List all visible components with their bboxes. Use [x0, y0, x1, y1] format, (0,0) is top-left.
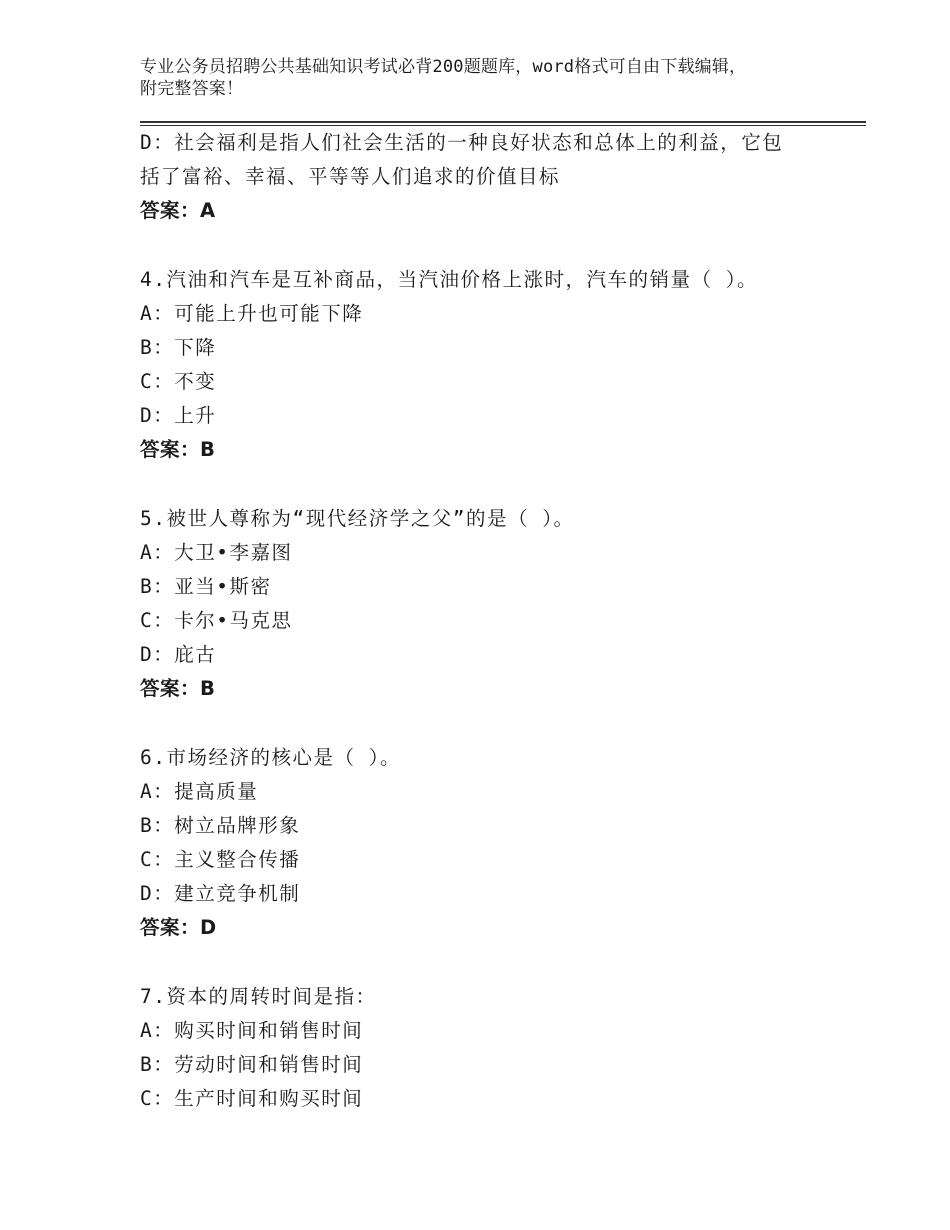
question-6-option-c: C：主义整合传播 [140, 848, 301, 871]
question-6-option-d: D：建立竞争机制 [140, 882, 301, 905]
question-6-option-a: A：提高质量 [140, 780, 259, 803]
question-4-stem: 4.汽油和汽车是互补商品，当汽油价格上涨时，汽车的销量（ ）。 [140, 268, 758, 291]
question-7-option-a: A：购买时间和销售时间 [140, 1019, 364, 1042]
question-6-option-b: B：树立品牌形象 [140, 814, 301, 837]
prev-answer: 答案：A [140, 199, 216, 222]
question-5-option-b: B：亚当•斯密 [140, 575, 272, 598]
prev-option-d-line-1: D：社会福利是指人们社会生活的一种良好状态和总体上的利益，它包 [140, 131, 784, 154]
question-4-answer: 答案：B [140, 438, 216, 461]
question-4-option-a: A：可能上升也可能下降 [140, 302, 364, 325]
question-6-answer: 答案：D [140, 916, 217, 939]
header-line-2: 附完整答案！ [140, 79, 244, 99]
question-7-option-c: C：生产时间和购买时间 [140, 1087, 364, 1110]
question-5-answer: 答案：B [140, 677, 216, 700]
question-4-option-c: C：不变 [140, 370, 217, 393]
question-4-option-b: B：下降 [140, 336, 217, 359]
header-rule-thick [140, 121, 866, 123]
question-6-stem: 6.市场经济的核心是（ ）。 [140, 746, 401, 769]
header-rule-thin [140, 125, 866, 126]
header-line-1: 专业公务员招聘公共基础知识考试必背200题题库，word格式可自由下载编辑， [140, 57, 747, 77]
question-5-stem: 5.被世人尊称为“现代经济学之父”的是（ ）。 [140, 507, 575, 530]
page-header [140, 56, 840, 100]
prev-option-d-line-2: 括了富裕、幸福、平等等人们追求的价值目标 [140, 165, 561, 188]
question-4-option-d: D：上升 [140, 404, 217, 427]
question-5-option-c: C：卡尔•马克思 [140, 609, 293, 632]
question-5-option-a: A：大卫•李嘉图 [140, 541, 293, 564]
question-7-stem: 7.资本的周转时间是指： [140, 985, 377, 1008]
question-7-option-b: B：劳动时间和销售时间 [140, 1053, 364, 1076]
question-5-option-d: D：庇古 [140, 643, 217, 666]
